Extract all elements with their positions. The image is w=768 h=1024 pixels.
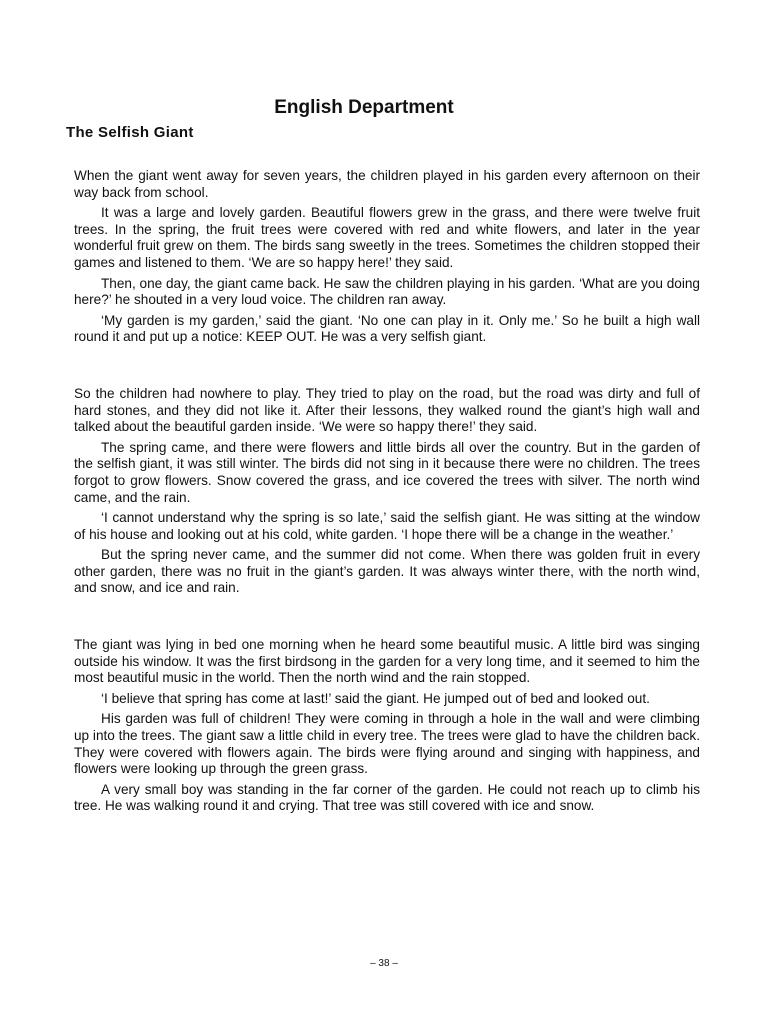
paragraph: When the giant went away for seven years, the children played in his garden every afternoon on their way back from school. — [74, 168, 700, 200]
page-number: – 38 – — [370, 958, 398, 969]
story-section-2 — [74, 386, 700, 597]
paragraph: But the spring never came, and the summer did not come. When there was golden fruit in every other garden, there was no fruit in the giant’s garden. It was always winter there, with the north wind, and snow, and ice and rain. — [74, 547, 700, 596]
story-section-1 — [74, 168, 700, 346]
paragraph: ‘I believe that spring has come at last!’ said the giant. He jumped out of bed and looked out. — [101, 690, 650, 706]
paragraph: Then, one day, the giant came back. He saw the children playing in his garden. ‘What are you doing here?’ he shouted in a very loud voice. The children ran away. — [74, 275, 700, 308]
paragraph: So the children had nowhere to play. They tried to play on the road, but the road was dirty and full of hard stones, and they did not like it. After their lessons, they walked round the giant’s high wall and talked about the beautiful garden inside. ‘We were so happy there!’ they said. — [74, 385, 700, 435]
story-section-3 — [74, 637, 700, 815]
story-body — [74, 168, 700, 819]
paragraph: The spring came, and there were flowers and little birds all over the country. But in the garden of the selfish giant, it was still winter. The birds did not sing in it because there were no children. The trees forgot to grow flowers. Snow covered the grass, and ice covered the trees with silver. The north wind came, and the rain. — [74, 439, 700, 505]
paragraph: ‘I cannot understand why the spring is so late,’ said the selfish giant. He was sitting at the window of his house and looking out at his cold, white garden. ‘I hope there will be a change in the weather.’ — [74, 510, 700, 542]
paragraph: His garden was full of children! They were coming in through a hole in the wall and were climbing up into the trees. The giant saw a little child in every tree. The trees were glad to have the children back. They were covered with flowers again. The birds were flying around and singing with happiness, and flowers were looking up through the green grass. — [74, 711, 700, 777]
paragraph: It was a large and lovely garden. Beautiful flowers grew in the grass, and there were twelve fruit trees. In the spring, the fruit trees were covered with red and white flowers, and later in the year wonderful fruit grew on them. The birds sang sweetly in the trees. Sometimes the children stopped their games and listened to them. ‘We are so happy here!’ they said. — [74, 205, 700, 270]
story-title: The Selfish Giant — [66, 124, 194, 141]
paragraph: The giant was lying in bed one morning when he heard some beautiful music. A little bird was singing outside his window. It was the first birdsong in the garden for a very long time, and it seemed to him the most beautiful music in the world. Then the north wind and the rain stopped. — [74, 637, 700, 686]
paragraph: A very small boy was standing in the far corner of the garden. He could not reach up to climb his tree. He was walking round it and crying. That tree was still covered with ice and snow. — [74, 781, 700, 814]
department-heading: English Department — [274, 97, 454, 118]
paragraph: ‘My garden is my garden,’ said the giant. ‘No one can play in it. Only me.’ So he built a high wall round it and put up a notice: KEEP OUT. He was a very selfish giant. — [74, 312, 700, 345]
